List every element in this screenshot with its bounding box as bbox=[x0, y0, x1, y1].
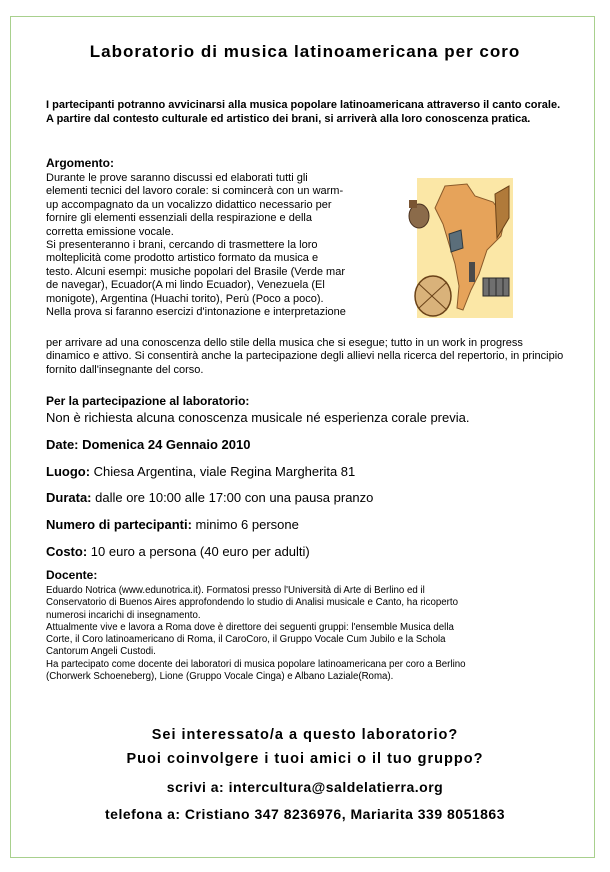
intro-paragraph: I partecipanti potranno avvicinarsi alla musica popolare latinoamericana attraverso il canto corale. A partire dal contesto culturale ed artistico dei brani, si arriverà alla loro conoscenza pratica. bbox=[46, 99, 561, 125]
cta-question-1: Sei interessato/a a questo laboratorio? bbox=[151, 727, 459, 743]
costo-value: 10 euro a persona (40 euro per adulti) bbox=[87, 544, 310, 559]
costo-row bbox=[46, 544, 310, 559]
argomento-continuation: per arrivare ad una conoscenza dello stile della musica che si esegue; tutto in un work in progress dinamico e attivo. Si consentirà anche la partecipazione degli allievi nella ricerca del repertorio, in principio fornito dall'insegnante del corso. bbox=[46, 337, 564, 376]
partecipazione-text: Non è richiesta alcuna conoscenza musicale né esperienza corale previa. bbox=[46, 410, 470, 425]
latin-america-instruments-illustration bbox=[405, 178, 515, 318]
argomento-line: Nella prova si faranno esercizi d'intonazione e interpretazione bbox=[46, 306, 346, 319]
argomento-line: monigote), Argentina (Huachi torito), Perù (Poco a poco). bbox=[46, 292, 324, 305]
docente-line: Cantorum Angeli Custodi. bbox=[46, 646, 156, 658]
numero-label: Numero di partecipanti: bbox=[46, 517, 192, 532]
panpipe-icon bbox=[469, 262, 475, 282]
argomento-line: elementi tecnici del lavoro corale: si comincerà con un warm- bbox=[46, 185, 344, 198]
durata-label: Durata: bbox=[46, 490, 92, 505]
argomento-line: up accompagnato da un vocalizzo didattico necessario per bbox=[46, 198, 332, 211]
luogo-value: Chiesa Argentina, viale Regina Margherita 81 bbox=[90, 464, 356, 479]
argomento-line: fornire gli elementi essenziali della respirazione e della bbox=[46, 212, 312, 225]
docente-line: Corte, il Coro latinoamericano di Roma, il CaroCoro, il Gruppo Vocale Cum Jubilo e la Schola bbox=[46, 634, 446, 646]
docente-line: Conservatorio di Buenos Aires approfondendo lo studio di Analisi musicale e Canto, ha ricoperto bbox=[46, 597, 458, 609]
costo-label: Costo: bbox=[46, 544, 88, 559]
cta-question-2: Puoi coinvolgere i tuoi amici o il tuo gruppo? bbox=[126, 751, 484, 767]
page-title: Laboratorio di musica latinoamericana per coro bbox=[89, 42, 521, 61]
cta-phone: telefona a: Cristiano 347 8236976, Mariarita 339 8051863 bbox=[105, 806, 505, 822]
shell-icon bbox=[449, 230, 463, 252]
drum-icon bbox=[415, 276, 451, 316]
docente-line: (Chorwerk Schoeneberg), Lione (Gruppo Vocale Cinga) e Albano Laziale(Roma). bbox=[46, 671, 394, 683]
date-row: Date: Domenica 24 Gennaio 2010 bbox=[46, 437, 251, 452]
numero-value: minimo 6 persone bbox=[191, 517, 299, 532]
docente-line: Ha partecipato come docente dei laboratori di musica popolare latinoamericana per coro a Berlino bbox=[46, 658, 466, 670]
durata-value: dalle ore 10:00 alle 17:00 con una pausa pranzo bbox=[91, 490, 374, 505]
argomento-line: Si presenteranno i brani, cercando di trasmettere la loro bbox=[46, 239, 318, 252]
argomento-line: molteplicità come prodotto artistico formato da musica e bbox=[46, 252, 319, 265]
docente-line: numerosi incarichi di insegnamento. bbox=[46, 609, 201, 621]
numero-row bbox=[46, 517, 299, 532]
docente-heading: Docente: bbox=[46, 568, 98, 582]
docente-line: Attualmente vive e lavora a Roma dove è direttore dei seguenti gruppi: l'ensemble Musica della bbox=[46, 621, 454, 633]
small-drum-icon bbox=[409, 200, 417, 208]
luogo-row bbox=[46, 464, 355, 479]
argomento-heading: Argomento: bbox=[46, 156, 114, 170]
cta-email: scrivi a: intercultura@saldelatierra.org bbox=[166, 779, 444, 795]
partecipazione-heading: Per la partecipazione al laboratorio: bbox=[46, 394, 250, 408]
docente-body bbox=[46, 585, 566, 683]
durata-row bbox=[46, 490, 373, 505]
argomento-body bbox=[46, 172, 401, 319]
argomento-line: de navegar), Ecuador(A mi lindo Ecuador), Venezuela (El bbox=[46, 279, 325, 292]
argomento-line: testo. Alcuni esempi: musiche popolari del Brasile (Verde mar bbox=[46, 265, 345, 278]
luogo-label: Luogo: bbox=[46, 464, 91, 479]
argomento-line: Durante le prove saranno discussi ed elaborati tutti gli bbox=[46, 172, 308, 184]
docente-line: Eduardo Notrica (www.edunotrica.it). Formatosi presso l'Università di Arte di Berlino ed il bbox=[46, 585, 425, 596]
argomento-line: corretta emissione vocale. bbox=[46, 225, 174, 238]
